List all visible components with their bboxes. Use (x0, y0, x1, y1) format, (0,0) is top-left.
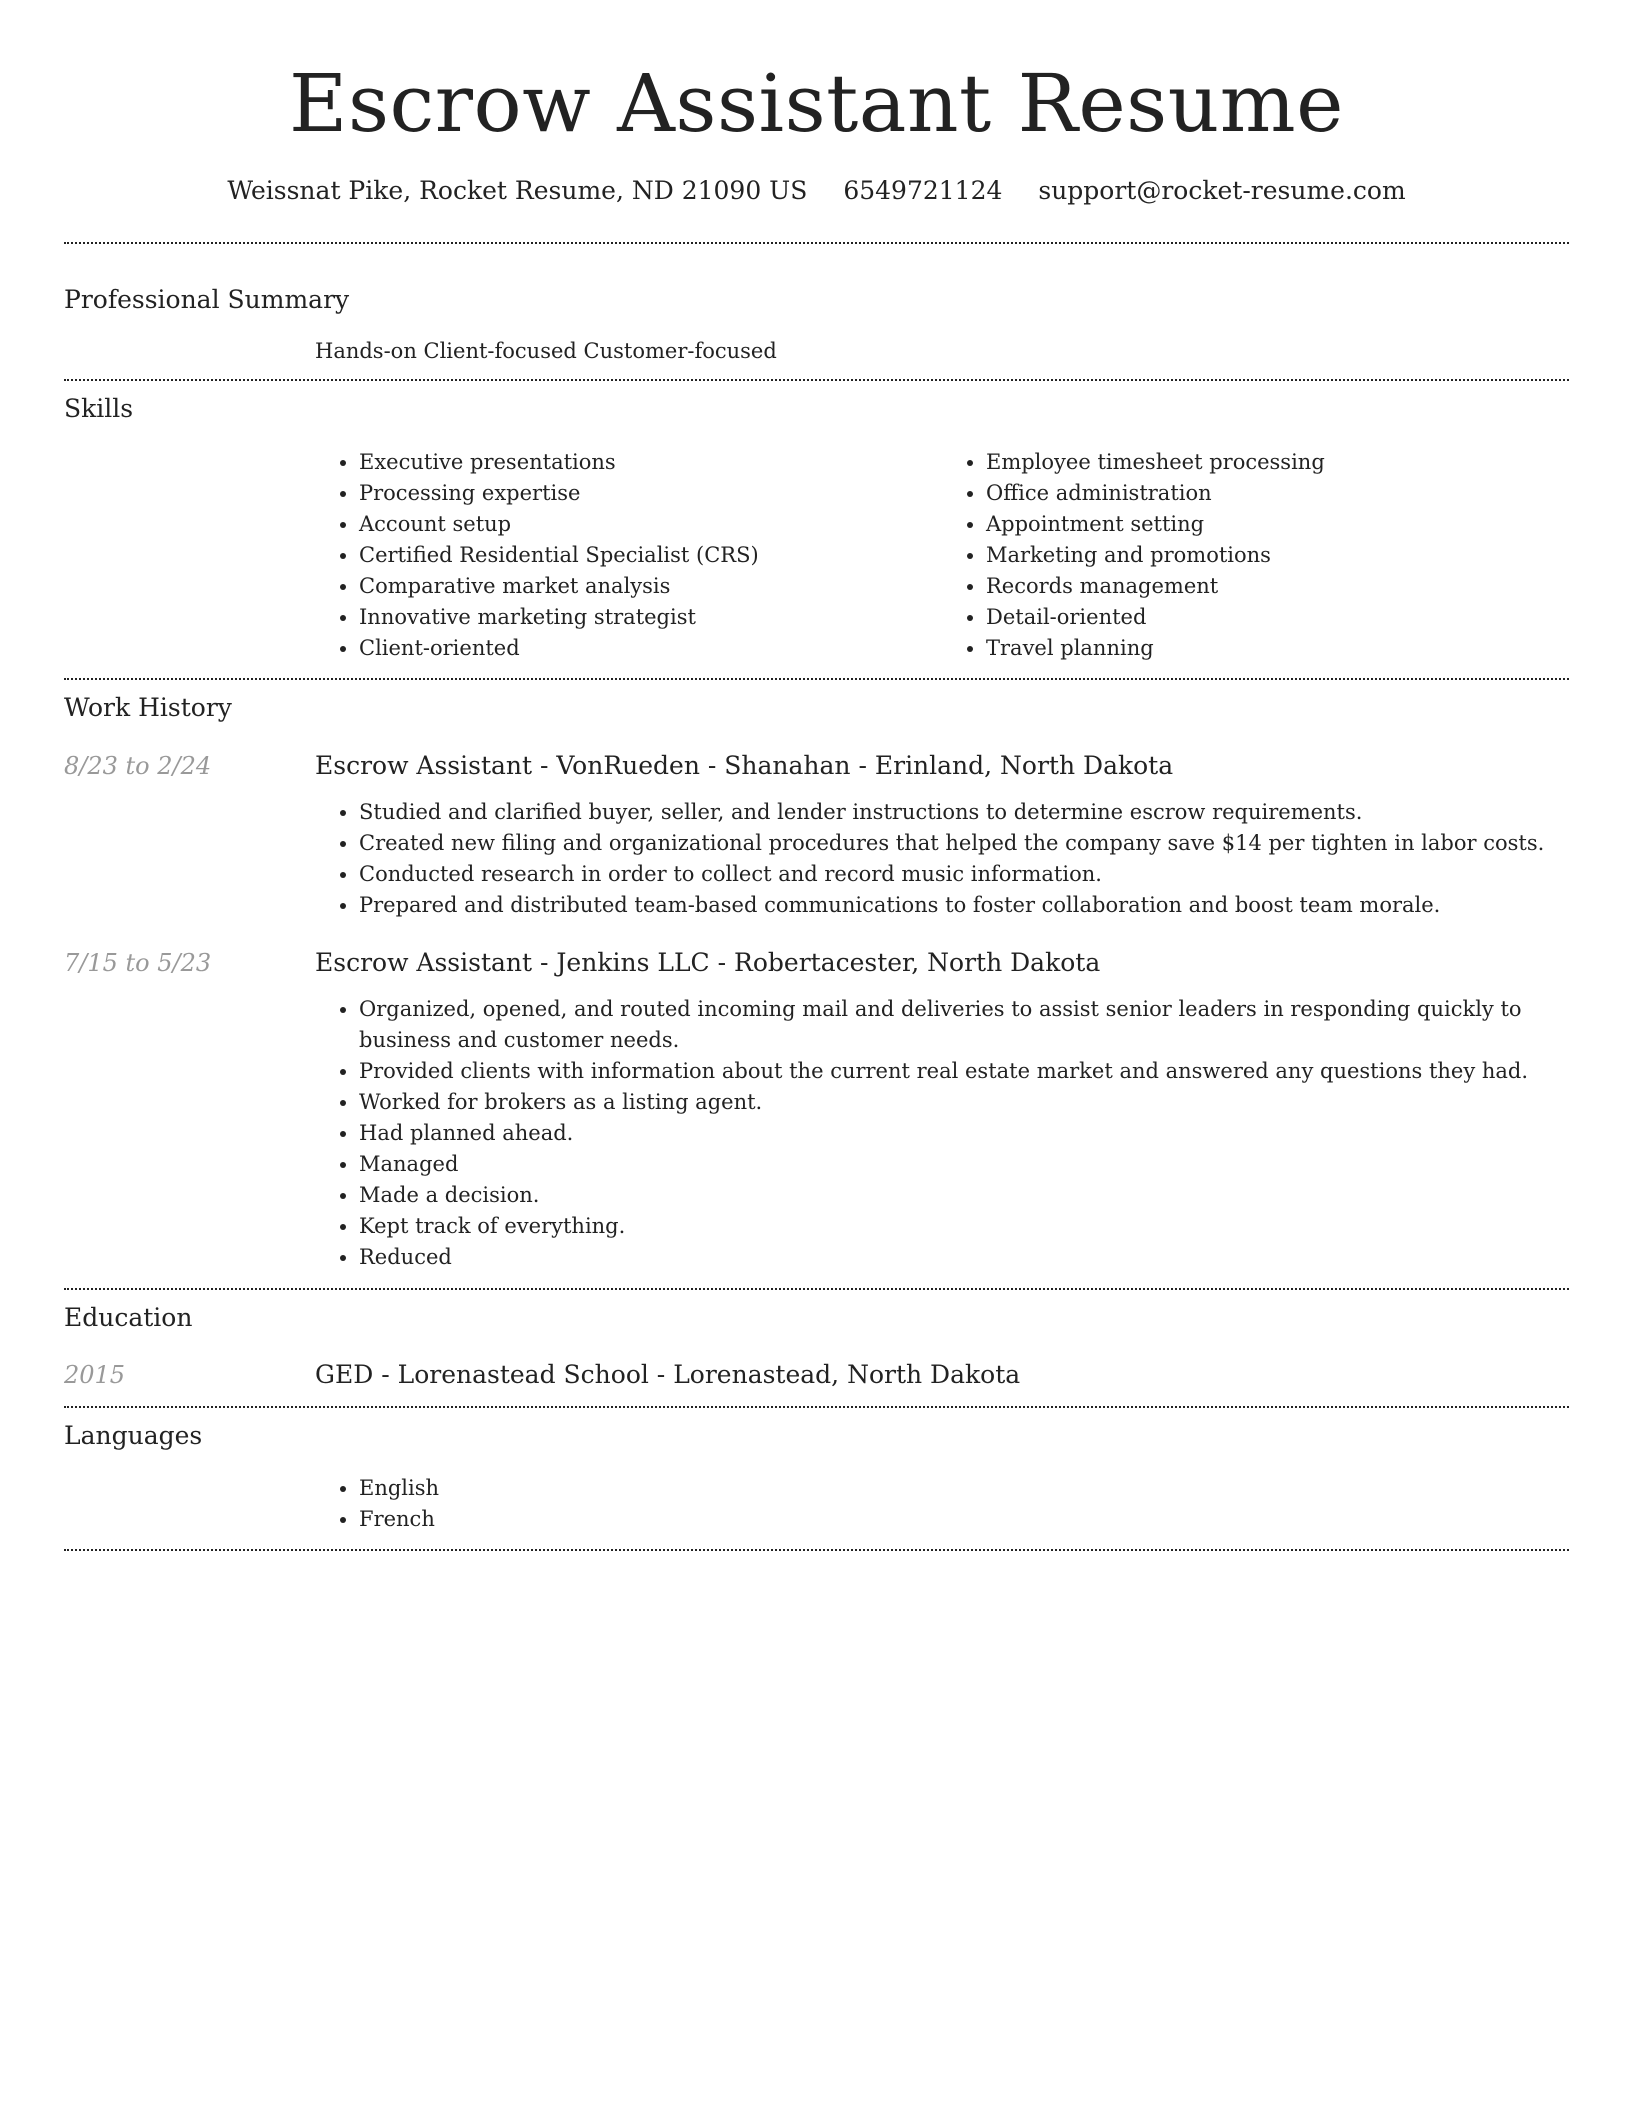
skills-list-left (315, 447, 942, 664)
skill-item: • Office administration (986, 478, 1569, 509)
summary-heading: Professional Summary (64, 285, 350, 314)
summary-text: Hands-on Client-focused Customer-focused (315, 339, 777, 363)
language-item: • French (359, 1504, 1569, 1535)
job-bullet: • Kept track of everything. (359, 1211, 1569, 1242)
job-bullet: • Made a decision. (359, 1180, 1569, 1211)
summary-section (64, 244, 1569, 379)
skills-list-right (942, 447, 1569, 664)
education-heading: Education (64, 1303, 193, 1332)
job-bullet: • Created new filing and organizational procedures that helped the company save $14 per tighten in labor costs. (359, 828, 1569, 859)
skill-item: • Appointment setting (986, 509, 1569, 540)
job-bullet: • Conducted research in order to collect and record music information. (359, 859, 1569, 890)
skill-item: • Processing expertise (359, 478, 942, 509)
skills-grid (315, 447, 1569, 664)
skill-item: • Innovative marketing strategist (359, 602, 942, 633)
languages-list (315, 1473, 1569, 1535)
email: support@rocket-resume.com (1038, 176, 1406, 205)
job-bullet: • Had planned ahead. (359, 1118, 1569, 1149)
job-bullet: • Reduced (359, 1242, 1569, 1273)
skill-item: • Account setup (359, 509, 942, 540)
phone: 6549721124 (843, 176, 1003, 205)
contact-line (64, 174, 1569, 208)
skill-item: • Employee timesheet processing (986, 447, 1569, 478)
address: Weissnat Pike, Rocket Resume, ND 21090 US (227, 176, 808, 205)
job-body (315, 946, 1569, 1273)
job-bullet: • Provided clients with information about the current real estate market and answered any questions they had. (359, 1056, 1569, 1087)
divider (64, 1549, 1569, 1551)
job-title: Escrow Assistant - VonRueden - Shanahan - Erinland, North Dakota (315, 751, 1174, 780)
language-item: • English (359, 1473, 1569, 1504)
education-title: GED - Lorenastead School - Lorenastead, North Dakota (315, 1360, 1021, 1389)
job-bullet: • Studied and clarified buyer, seller, and lender instructions to determine escrow requirements. (359, 797, 1569, 828)
skill-item: • Certified Residential Specialist (CRS) (359, 540, 942, 571)
resume-title: Escrow Assistant Resume (289, 57, 1344, 150)
education-year: 2015 (64, 1361, 126, 1389)
skill-item: • Marketing and promotions (986, 540, 1569, 571)
skill-item: • Records management (986, 571, 1569, 602)
skill-item: • Client-oriented (359, 633, 942, 664)
education-entry (64, 1358, 1569, 1392)
resume-page (64, 0, 1569, 1551)
job-dates: 7/15 to 5/23 (64, 949, 212, 977)
job-body (315, 749, 1569, 921)
job-bullet: • Prepared and distributed team-based communications to foster collaboration and boost team morale. (359, 890, 1569, 921)
skills-heading: Skills (64, 394, 134, 423)
education-section (64, 1290, 1569, 1406)
job-bullet: • Worked for brokers as a listing agent. (359, 1087, 1569, 1118)
job-dates: 8/23 to 2/24 (64, 752, 212, 780)
job-bullets (315, 994, 1569, 1273)
job-bullet: • Organized, opened, and routed incoming mail and deliveries to assist senior leaders in responding quickly to business and customer needs. (359, 994, 1569, 1056)
job-bullet: • Managed (359, 1149, 1569, 1180)
languages-section (64, 1408, 1569, 1549)
skill-item: • Comparative market analysis (359, 571, 942, 602)
job-entry (64, 749, 1569, 921)
languages-heading: Languages (64, 1421, 203, 1450)
job-entry (64, 946, 1569, 1273)
work-section (64, 680, 1569, 1288)
skill-item: • Travel planning (986, 633, 1569, 664)
work-heading: Work History (64, 693, 232, 722)
skills-section (64, 381, 1569, 678)
skill-item: • Executive presentations (359, 447, 942, 478)
skill-item: • Detail-oriented (986, 602, 1569, 633)
job-bullets (315, 797, 1569, 921)
job-title: Escrow Assistant - Jenkins LLC - Robertacester, North Dakota (315, 948, 1101, 977)
